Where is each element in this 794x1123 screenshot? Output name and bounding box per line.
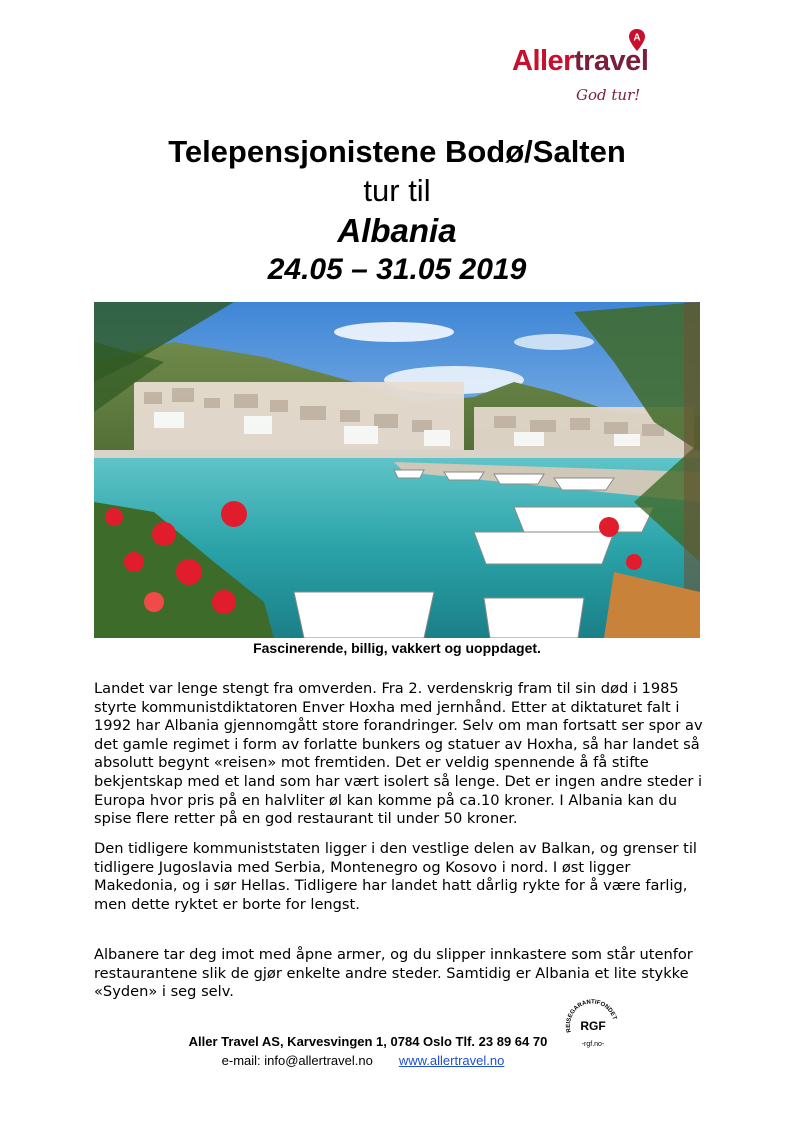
logo-tagline: God tur!	[576, 86, 641, 104]
logo-aller-text: Aller	[512, 45, 574, 77]
trip-dates: 24.05 – 31.05 2019	[267, 253, 527, 286]
page-title: Telepensjonistene Bodø/Salten	[168, 134, 626, 169]
page-subtitle: tur til	[363, 173, 431, 208]
logo-pin-letter: A	[633, 32, 641, 44]
logo-travel-text: travel	[573, 45, 649, 77]
rgf-ring-text: REISEGARANTIFONDET	[565, 999, 618, 1033]
destination-heading: Albania	[337, 212, 457, 249]
footer-email: e-mail: info@allertravel.no	[221, 1053, 373, 1068]
rgf-bottom-text: -rgf.no-	[581, 1041, 605, 1048]
rgf-center-text: RGF	[580, 1019, 606, 1033]
footer-contact	[0, 1053, 760, 1068]
hospitality-paragraph: Albanere tar deg imot med åpne armer, og du slipper innkastere som står utenfor restaurantene slik de gjør enkelte andre steder. Samtidig er Albania et lite stykke «Syden» i seg selv.	[94, 946, 693, 1001]
geography-paragraph: Den tidligere kommuniststaten ligger i den vestlige delen av Balkan, og grenser til tidligere Jugoslavia med Serbia, Montenegro og Kosovo i nord. I øst ligger Makedonia, og i sør Hellas. Tidligere har landet hatt dårlig rykte for å være farlig, men dette ryktet er borte for lengst.	[94, 840, 697, 913]
photo-caption: Fascinerende, billig, vakkert og uoppdaget.	[253, 640, 541, 656]
footer-address: Aller Travel AS, Karvesvingen 1, 0784 Oslo Tlf. 23 89 64 70	[188, 1034, 548, 1049]
intro-paragraph: Landet var lenge stengt fra omverden. Fra 2. verdenskrig fram til sin død i 1985 styrte kommunistdiktatoren Enver Hoxha med jernhånd. Etter at diktaturet falt i 1992 har Albania gjennomgått store forandringer. Selv om man fortsatt ser spor av det gamle regimet i form av forlatte bunkers og statuer av Hoxha, så har landet så absolutt begynt «reisen» mot fremtiden. Det er veldig spennende å få stifte bekjentskap med et land som har vært isolert så lenge. Det er ingen andre steder i Europa hvor pris på en halvliter øl kan komme på ca.10 kroner. I Albania kan du spise flere retter på en god restaurant til under 50 kroner.	[94, 680, 703, 828]
aller-travel-logo	[512, 28, 692, 108]
logo-wordmark	[512, 45, 648, 78]
website-link[interactable]: www.allertravel.no	[398, 1053, 505, 1068]
harbor-photo	[94, 302, 700, 638]
